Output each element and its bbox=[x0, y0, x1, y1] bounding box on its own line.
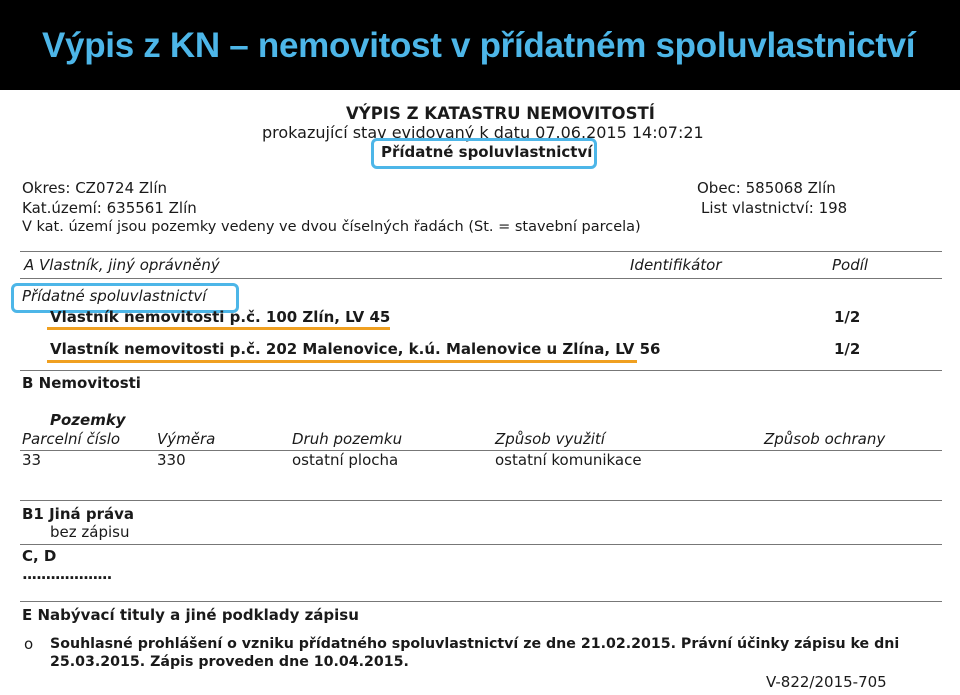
obec-field: Obec: 585068 Zlín bbox=[697, 179, 836, 197]
cell-druh-pozemku: ostatní plocha bbox=[292, 451, 399, 469]
cell-zpusob-vyuziti: ostatní komunikace bbox=[495, 451, 642, 469]
section-b1-value: bez zápisu bbox=[50, 523, 130, 541]
section-b-title: B Nemovitosti bbox=[22, 374, 141, 392]
section-b-top-rule bbox=[20, 370, 942, 371]
slide-title: Výpis z KN – nemovitost v přídatném spoluvlastnictví bbox=[42, 26, 916, 65]
owner-share-1: 1/2 bbox=[834, 308, 861, 326]
owner-1-underline bbox=[47, 327, 390, 330]
group-label: Přídatné spoluvlastnictví bbox=[22, 287, 207, 305]
document-subheading: prokazující stav evidovaný k datu 07.06.2015 14:07:21 bbox=[262, 123, 704, 142]
section-b1-title: B1 Jiná práva bbox=[22, 505, 134, 523]
kat-uzemi-field: Kat.území: 635561 Zlín bbox=[22, 199, 197, 217]
section-e-top-rule bbox=[20, 601, 942, 602]
okres-field: Okres: CZ0724 Zlín bbox=[22, 179, 168, 197]
header-zpusob-ochrany: Způsob ochrany bbox=[764, 430, 886, 448]
document-type-label: Přídatné spoluvlastnictví bbox=[381, 143, 593, 161]
section-a-top-rule bbox=[20, 251, 942, 252]
section-e-line-2: 25.03.2015. Zápis proveden dne 10.04.2015. bbox=[50, 654, 409, 670]
section-e-title: E Nabývací tituly a jiné podklady zápisu bbox=[22, 606, 359, 624]
parcel-numbering-note: V kat. území jsou pozemky vedeny ve dvou číselných řadách (St. = stavební parcela) bbox=[22, 219, 641, 235]
header-vymera: Výměra bbox=[157, 430, 216, 448]
cell-parcelni-cislo: 33 bbox=[22, 451, 42, 469]
section-a-title: A Vlastník, jiný oprávněný bbox=[24, 256, 220, 274]
owner-name-1: Vlastník nemovitosti p.č. 100 Zlín, LV 45 bbox=[50, 308, 391, 326]
cell-vymera: 330 bbox=[157, 451, 186, 469]
section-b1-top-rule bbox=[20, 500, 942, 501]
owner-2-underline bbox=[47, 360, 637, 363]
document-heading: VÝPIS Z KATASTRU NEMOVITOSTÍ bbox=[346, 104, 655, 123]
section-cd-title: C, D bbox=[22, 547, 57, 565]
section-a-header-rule bbox=[20, 278, 942, 279]
header-parcelni-cislo: Parcelní číslo bbox=[22, 430, 121, 448]
section-cd-top-rule bbox=[20, 544, 942, 545]
owner-share-2: 1/2 bbox=[834, 340, 861, 358]
section-cd-value: ................... bbox=[22, 565, 112, 583]
header-zpusob-vyuziti: Způsob využití bbox=[495, 430, 605, 448]
podil-header: Podíl bbox=[832, 256, 869, 274]
section-e-line-1: Souhlasné prohlášení o vzniku přídatného spoluvlastnictví ze dne 21.02.2015. Právní účinky zápisu ke dni bbox=[50, 636, 900, 652]
list-vlastnictvi-field: List vlastnictví: 198 bbox=[701, 199, 848, 217]
pozemky-subtitle: Pozemky bbox=[50, 411, 126, 429]
identifikator-header: Identifikátor bbox=[630, 256, 722, 274]
document-reference: V-822/2015-705 bbox=[766, 673, 887, 691]
owner-name-2: Vlastník nemovitosti p.č. 202 Malenovice, k.ú. Malenovice u Zlína, LV 56 bbox=[50, 340, 661, 358]
bullet-marker: o bbox=[24, 635, 34, 653]
header-druh-pozemku: Druh pozemku bbox=[292, 430, 403, 448]
